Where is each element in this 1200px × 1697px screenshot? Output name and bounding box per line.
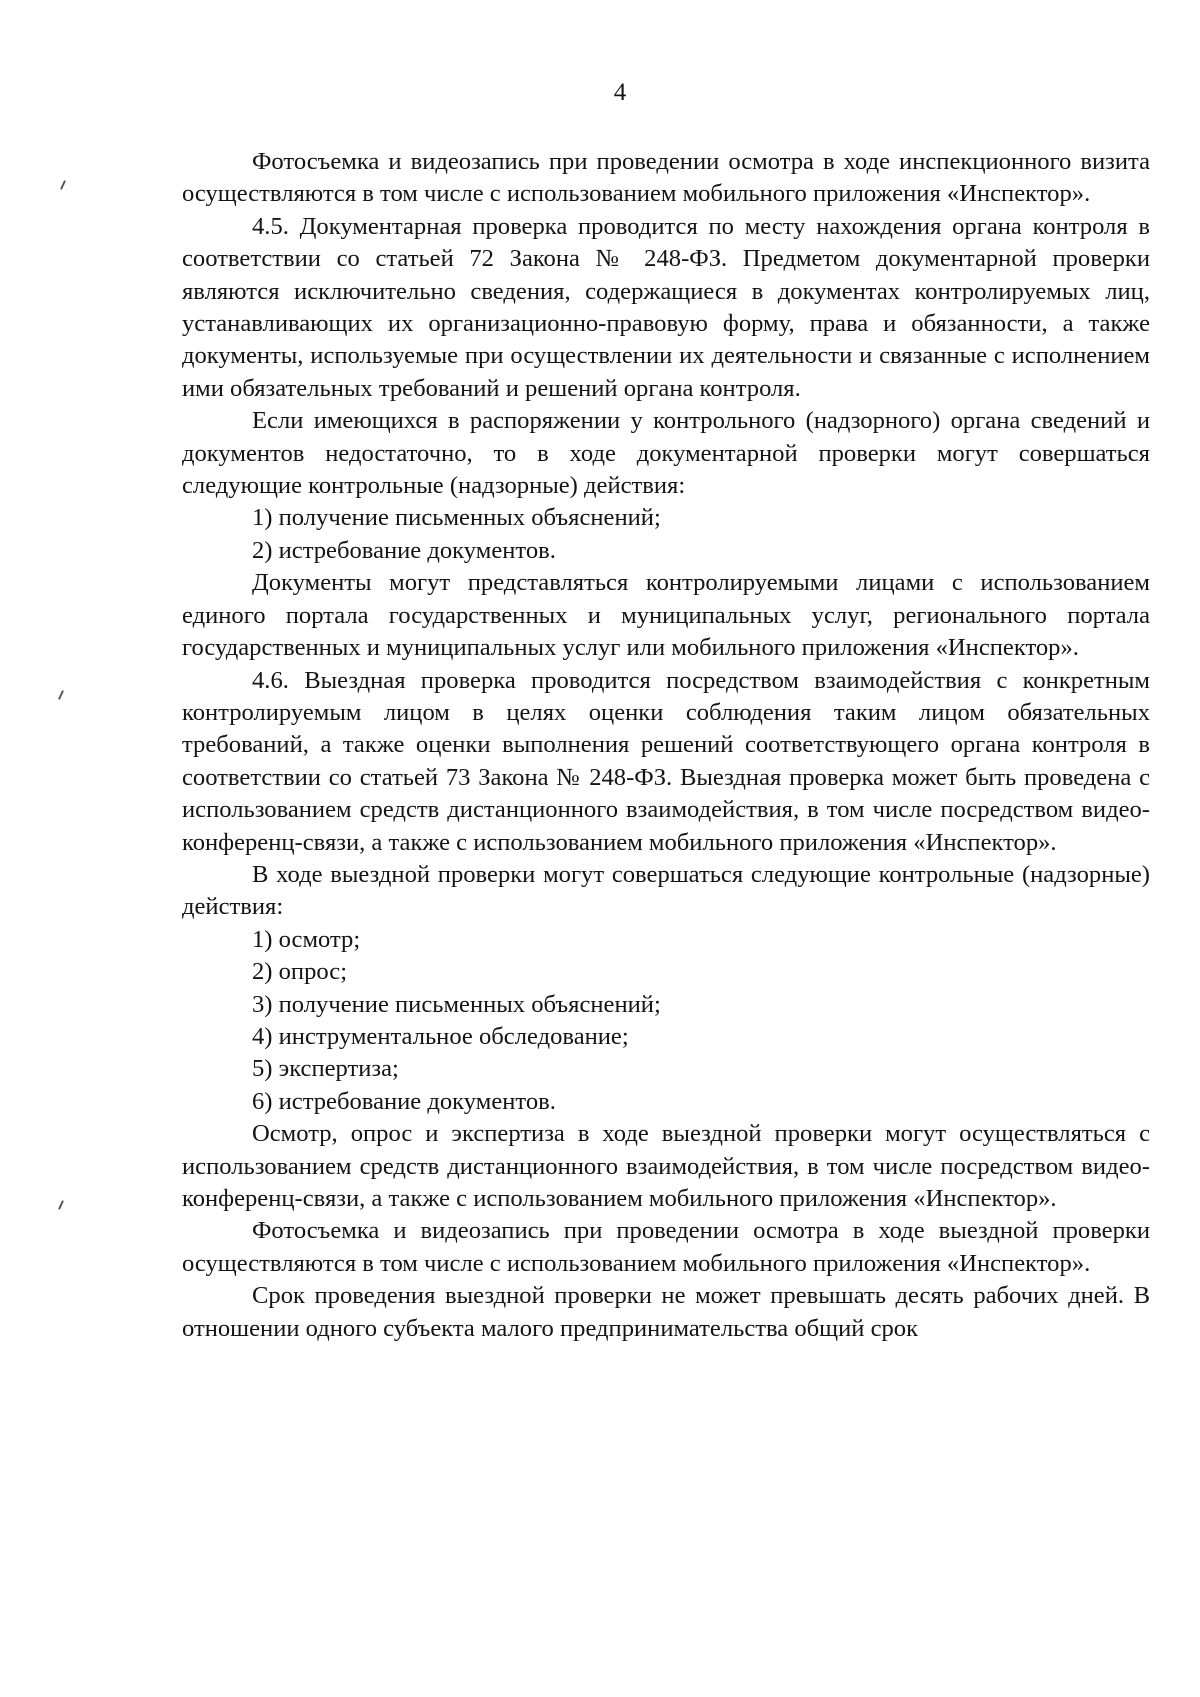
paragraph-4-5-documentary-check: 4.5. Документарная проверка проводится по месту нахождения органа контроля в соответствии со статьей 72 Закона № 248-ФЗ. Предметом документарной проверки являются исключительно сведения, содержащиеся в документах контролируемых лиц, устанавливающих их организационно-правовую форму, права и обязанности, а также документы, используемые при осуществлении их деятельности и связанные с исполнением ими обязательных требований и решений органа контроля. [182, 212, 1150, 402]
list-item: 1) осмотр; [252, 925, 361, 953]
scan-mark [60, 180, 66, 190]
document-body [182, 146, 1150, 1345]
list-item: 6) истребование документов. [252, 1087, 556, 1115]
list-item: 1) получение письменных объяснений; [252, 504, 661, 532]
list-item: 2) истребование документов. [252, 536, 556, 564]
paragraph-field-check-photo: Фотосъемка и видеозапись при проведении осмотра в ходе выездной проверки осуществляются в том числе с использованием мобильного приложения «Инспектор». [182, 1217, 1150, 1277]
list-item: 5) экспертиза; [252, 1055, 399, 1083]
scan-mark [58, 1200, 64, 1210]
paragraph-remote-means: Осмотр, опрос и экспертиза в ходе выездной проверки могут осуществляться с использованием средств дистанционного взаимодействия, в том числе посредством видео-конференц-связи, а также с использованием мобильного приложения «Инспектор». [182, 1120, 1150, 1212]
paragraph-inspection-photo: Фотосъемка и видеозапись при проведении осмотра в ходе инспекционного визита осуществляются в том числе с использованием мобильного приложения «Инспектор». [182, 148, 1150, 208]
page-number: 4 [613, 79, 627, 106]
list-item: 3) получение письменных объяснений; [252, 990, 661, 1018]
paragraph-4-6-field-check: 4.6. Выездная проверка проводится посредством взаимодействия с конкретным контролируемым лицом в целях оценки соблюдения таким лицом обязательных требований, а также оценки выполнения решений соответствующего органа контроля в соответствии со статьей 73 Закона № 248-ФЗ. Выездная проверка может быть проведена с использованием средств дистанционного взаимодействия, в том числе посредством видео-конференц-связи, а также с использованием мобильного приложения «Инспектор». [182, 666, 1150, 856]
paragraph-field-check-duration: Срок проведения выездной проверки не может превышать десять рабочих дней. В отношении одного субъекта малого предпринимательства общий срок [182, 1282, 1150, 1342]
scan-mark [58, 690, 64, 700]
paragraph-field-check-actions: В ходе выездной проверки могут совершаться следующие контрольные (надзорные) действия: [182, 860, 1150, 921]
list-item: 4) инструментальное обследование; [252, 1022, 629, 1050]
paragraph-insufficient-documents: Если имеющихся в распоряжении у контрольного (надзорного) органа сведений и документов недостаточно, то в ходе документарной проверки могут совершаться следующие контрольные (надзорные) действия: [182, 407, 1150, 500]
list-item: 2) опрос; [252, 958, 348, 986]
paragraph-documents-submission: Документы могут представляться контролируемыми лицами с использованием единого портала государственных и муниципальных услуг, регионального портала государственных и муниципальных услуг или мобильного приложения «Инспектор». [182, 569, 1150, 662]
